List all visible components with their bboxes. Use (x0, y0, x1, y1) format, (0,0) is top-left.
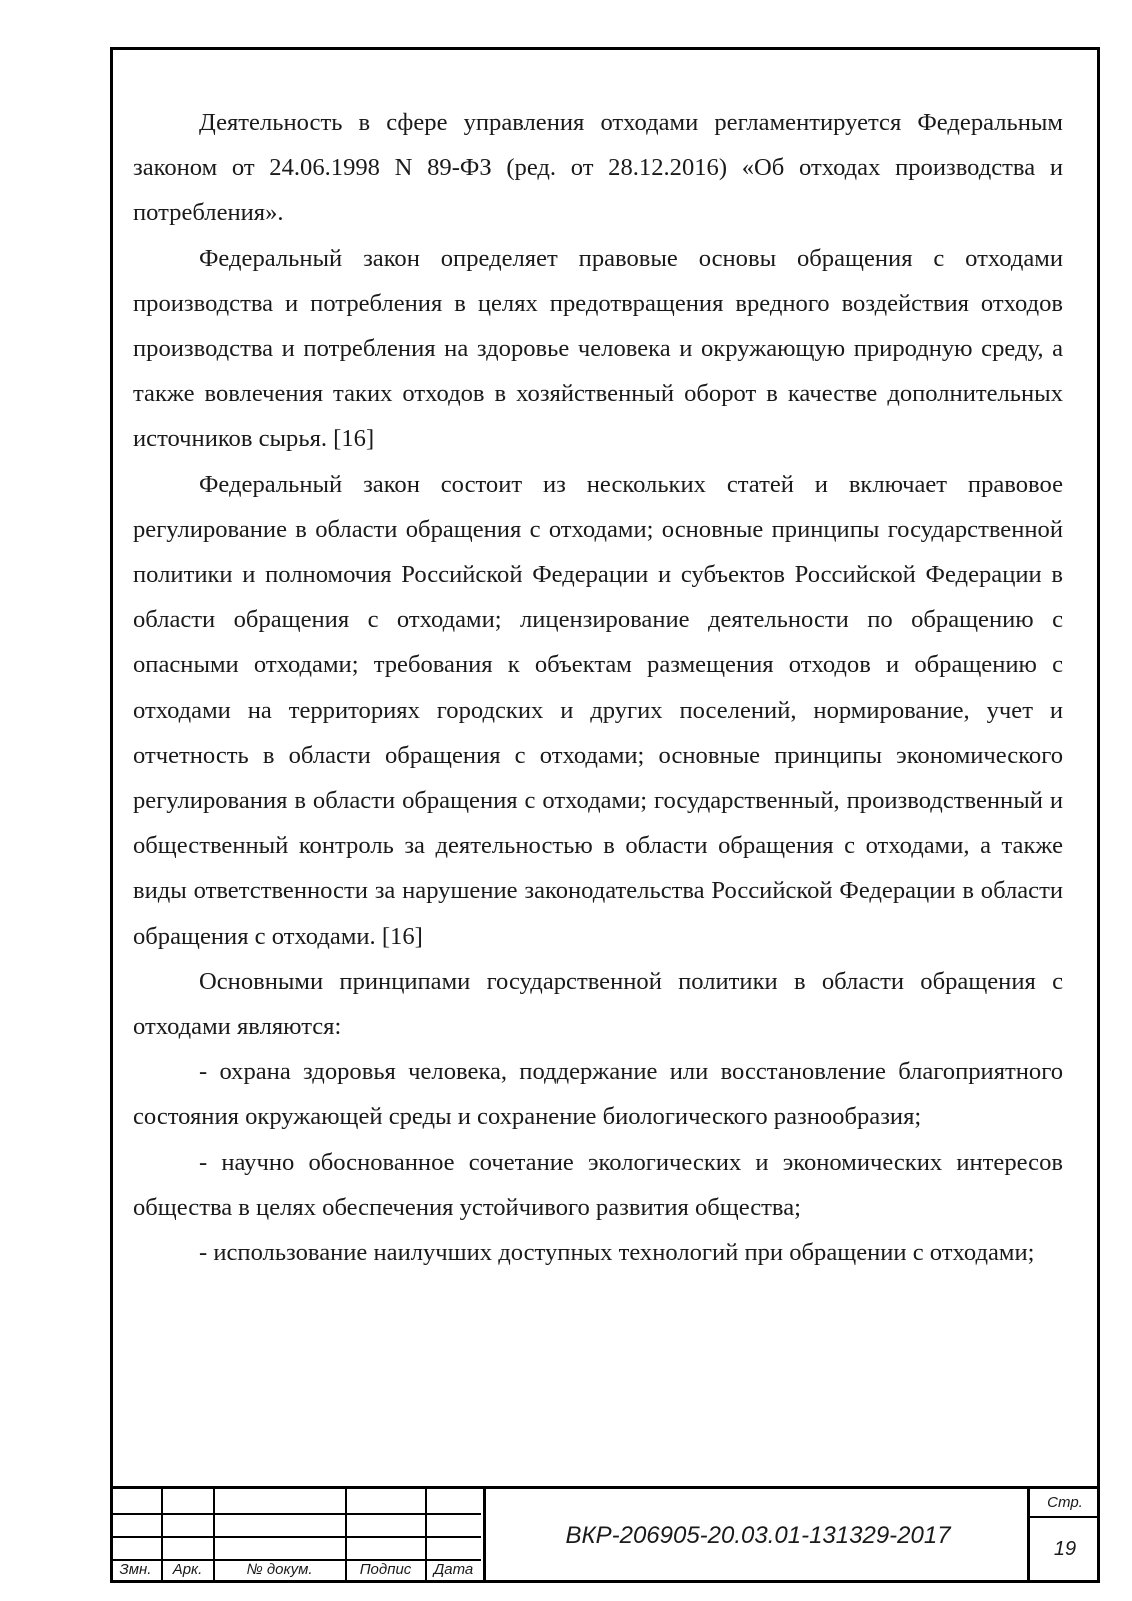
document-code: ВКР-206905-20.03.01-131329-2017 (483, 1489, 1030, 1583)
paragraph-2: Федеральный закон определяет правовые основы обращения с отходами производства и потребления в целях предотвращения вредного воздействия отходов производства и потребления на здоровье человека и окружающую природную среду, а также вовлечения таких отходов в хозяйственный оборот в качестве дополнительных источников сырья. [16] (133, 244, 1063, 453)
title-block (110, 1486, 1100, 1583)
page-number-box (1027, 1489, 1100, 1583)
list-item-1: - охрана здоровья человека, поддержание или восстановление благоприятного состояния окружающей среды и сохранение биологического разнообразия; (133, 1058, 1063, 1131)
column-label-signature: Подпис (359, 1561, 412, 1578)
page-label: Стр. (1030, 1489, 1100, 1518)
column-label-doc-number: № докум. (246, 1561, 313, 1578)
list-item-2: - научно обоснованное сочетание экологических и экономических интересов общества в целях обеспечения устойчивого развития общества; (133, 1148, 1063, 1221)
document-body (133, 100, 1063, 1275)
page-number: 19 (1053, 1538, 1077, 1560)
column-label-date: Дата (433, 1561, 474, 1578)
grid-divider (110, 1536, 481, 1538)
list-item-3: - использование наилучших доступных технологий при обращении с отходами; (199, 1239, 1035, 1267)
paragraph-1: Деятельность в сфере управления отходами регламентируется Федеральным законом от 24.06.1998 N 89-ФЗ (ред. от 28.12.2016) «Об отходах производства и потребления». (133, 109, 1063, 227)
title-block-grid (110, 1489, 481, 1583)
grid-divider (110, 1513, 481, 1515)
column-label-change: Змн. (119, 1561, 152, 1578)
column-label-sheet: Арк. (172, 1561, 203, 1578)
paragraph-4: Основными принципами государственной политики в области обращения с отходами являются: (133, 967, 1063, 1041)
paragraph-3: Федеральный закон состоит из нескольких статей и включает правовое регулирование в области обращения с отходами; основные принципы государственной политики и полномочия Российской Федерации и субъектов Российской Федерации в области обращения с отходами; лицензирование деятельности по обращению с опасными отходами; требования к объектам размещения отходов и обращению с отходами на территориях городских и других поселений, нормирование, учет и отчетность в области обращения с отходами; основные принципы экономического регулирования в области обращения с отходами; государственный, производственный и общественный контроль за деятельностью в области обращения с отходами, а также виды ответственности за нарушение законодательства Российской Федерации в области обращения с отходами. [16] (133, 470, 1063, 950)
